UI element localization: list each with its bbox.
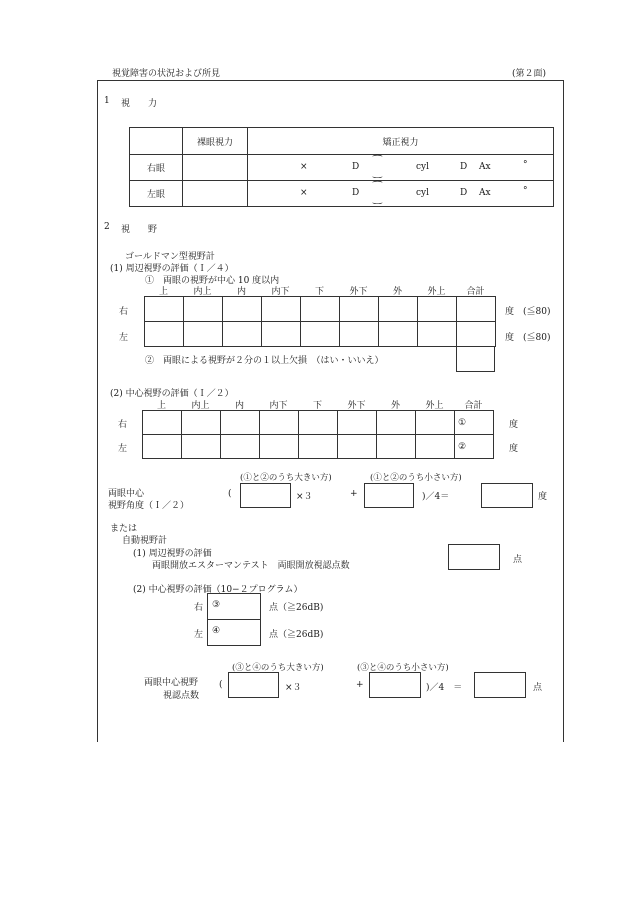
bracket-top: ⁀ — [373, 181, 382, 194]
frame-left-line — [97, 80, 98, 742]
frame-top-line — [97, 80, 564, 81]
col-header: 内上 — [191, 401, 210, 411]
col-header: 内上 — [193, 287, 212, 297]
central-grid — [142, 410, 494, 459]
row-label-right: 右 — [118, 420, 128, 430]
smaller-score-field[interactable] — [369, 672, 421, 698]
bracket-top: ⁀ — [373, 155, 382, 168]
formula-label-1: 両眼中心 — [108, 489, 145, 499]
row-label-left: 左 — [119, 333, 129, 343]
total-cell-1[interactable]: ① — [455, 411, 494, 435]
col-header: 外 — [390, 401, 400, 411]
smaller-value-field[interactable] — [364, 483, 414, 508]
eye-label: 右眼 — [130, 155, 183, 181]
auto-left-field[interactable]: ④ — [207, 619, 261, 646]
grid-cell[interactable] — [299, 435, 338, 459]
diopter-label: D — [352, 188, 360, 198]
grid-cell[interactable] — [418, 322, 457, 347]
unit-degree-limit: 度 (≦80) — [505, 333, 551, 343]
grid-cell[interactable] — [143, 411, 182, 435]
goldmann-label: ゴールドマン型視野計 — [125, 252, 215, 262]
col-header: 外上 — [425, 401, 444, 411]
larger-value-field[interactable] — [240, 483, 291, 508]
grid-cell[interactable] — [416, 411, 455, 435]
auto-right-label: 右 — [194, 603, 204, 613]
acuity-row-right — [130, 155, 554, 181]
bracket-bottom: ⁀ — [373, 165, 382, 178]
grid-cell[interactable] — [301, 322, 340, 347]
total-cell-left[interactable] — [457, 322, 496, 347]
section-number-2: 2 — [104, 222, 110, 232]
col-header: 下 — [312, 401, 322, 411]
formula-label-2: 視野角度（Ｉ／２） — [108, 501, 190, 511]
grid-cell[interactable] — [223, 322, 262, 347]
grid-cell[interactable] — [338, 411, 377, 435]
unit-db: 点（≧26dB) — [269, 603, 324, 613]
open-paren: ( — [228, 489, 232, 499]
grid-cell[interactable] — [418, 297, 457, 322]
smaller-caption: (①と②のうち小さい方) — [370, 473, 462, 483]
col-header: 合計 — [466, 287, 485, 297]
total-cell-2[interactable]: ② — [455, 435, 494, 459]
larger-score-field[interactable] — [228, 672, 279, 698]
col-header: 上 — [156, 401, 166, 411]
axis-label: Ax — [479, 188, 491, 198]
diopter-label: D — [460, 162, 468, 172]
col-header: 内下 — [269, 401, 288, 411]
col-header: 内 — [236, 287, 246, 297]
naked-acuity-left-field[interactable] — [183, 181, 248, 207]
grid-cell[interactable] — [262, 322, 301, 347]
half-loss-field[interactable] — [456, 346, 495, 372]
grid-cell[interactable] — [377, 411, 416, 435]
grid-cell[interactable] — [340, 297, 379, 322]
times-three: ×３ — [285, 683, 302, 693]
grid-cell[interactable] — [377, 435, 416, 459]
auto-peripheral-title: (1) 周辺視野の評価 — [133, 549, 212, 559]
grid-cell[interactable] — [184, 297, 223, 322]
esterman-label: 両眼開放エスターマンテスト 両眼開放視認点数 — [152, 561, 350, 571]
col-header: 内下 — [271, 287, 290, 297]
grid-cell[interactable] — [379, 297, 418, 322]
peripheral-row-left — [145, 322, 496, 347]
open-paren: ( — [219, 680, 223, 690]
esterman-score-field[interactable] — [448, 544, 500, 570]
smaller-caption-2: (③と④のうち小さい方) — [357, 663, 449, 673]
grid-cell[interactable] — [184, 322, 223, 347]
grid-cell[interactable] — [145, 297, 184, 322]
peripheral-sub1: ① 両眼の視野が中心 10 度以内 — [145, 276, 280, 286]
divide-four: )／4 ＝ — [426, 683, 463, 693]
peripheral-sub2: ② 両眼による視野が２分の１以上欠損 （はい・いいえ） — [145, 356, 384, 366]
naked-acuity-right-field[interactable] — [183, 155, 248, 181]
larger-caption-2: (③と④のうち大きい方) — [232, 663, 324, 673]
grid-cell[interactable] — [379, 322, 418, 347]
frame-right-line — [563, 80, 564, 742]
plus-sign: + — [350, 489, 358, 499]
row-label-left: 左 — [118, 444, 128, 454]
formula2-label-1: 両眼中心視野 — [144, 678, 199, 688]
col-header: 外上 — [427, 287, 446, 297]
col-header: 上 — [158, 287, 168, 297]
header-blank-cell — [130, 128, 183, 155]
acuity-row-left — [130, 181, 554, 207]
grid-cell[interactable] — [182, 411, 221, 435]
unit-degree: 度 — [538, 492, 548, 502]
times-sign: × — [300, 162, 308, 172]
diopter-label: D — [352, 162, 360, 172]
divide-four: )／4＝ — [422, 492, 450, 502]
col-header: 合計 — [464, 401, 483, 411]
grid-cell[interactable] — [221, 435, 260, 459]
central-row-left — [143, 435, 494, 459]
grid-cell[interactable] — [299, 411, 338, 435]
unit-db: 点（≧26dB) — [269, 630, 324, 640]
grid-cell[interactable] — [416, 435, 455, 459]
grid-cell[interactable] — [145, 322, 184, 347]
visual-acuity-table — [129, 127, 554, 207]
vision-heading: 視 力 — [121, 99, 158, 109]
unit-degree: 度 — [509, 444, 519, 454]
auto-central-title: (2) 中心視野の評価（10−２プログラム） — [133, 585, 303, 595]
angle-result-field[interactable] — [481, 483, 533, 508]
or-label: または — [110, 524, 138, 534]
grid-cell[interactable] — [301, 297, 340, 322]
larger-caption: (①と②のうち大きい方) — [240, 473, 332, 483]
col-header: 外 — [392, 287, 402, 297]
eye-label: 左眼 — [130, 181, 183, 207]
unit-degree: 度 — [509, 420, 519, 430]
grid-cell[interactable] — [262, 297, 301, 322]
grid-cell[interactable] — [223, 297, 262, 322]
unit-point: 点 — [533, 683, 543, 693]
diopter-label: D — [460, 188, 468, 198]
peripheral-title: (1) 周辺視野の評価（Ｉ／４） — [110, 264, 234, 274]
times-three: ×３ — [296, 492, 313, 502]
unit-degree-limit: 度 (≦80) — [505, 307, 551, 317]
central-title: (2) 中心視野の評価（Ｉ／２） — [110, 389, 234, 399]
axis-label: Ax — [479, 162, 491, 172]
score-result-field[interactable] — [474, 672, 526, 698]
col-header: 外下 — [349, 287, 368, 297]
grid-cell[interactable] — [143, 435, 182, 459]
form-title: 視覚障害の状況および所見 — [112, 69, 221, 79]
unit-point: 点 — [513, 555, 523, 565]
grid-cell[interactable] — [221, 411, 260, 435]
grid-cell[interactable] — [260, 435, 299, 459]
grid-cell[interactable] — [338, 435, 377, 459]
grid-cell[interactable] — [260, 411, 299, 435]
cyl-label: cyl — [416, 162, 430, 172]
grid-cell[interactable] — [182, 435, 221, 459]
times-sign: × — [300, 188, 308, 198]
auto-right-field[interactable]: ③ — [207, 593, 261, 620]
page-number: (第２面) — [512, 69, 547, 79]
total-cell-right[interactable] — [457, 297, 496, 322]
header-naked-acuity: 裸眼視力 — [183, 128, 248, 155]
corrected-acuity-right-field[interactable] — [248, 155, 554, 181]
central-row-right — [143, 411, 494, 435]
header-corrected-acuity: 矯正視力 — [248, 128, 554, 155]
peripheral-row-right — [145, 297, 496, 322]
automated-label: 自動視野計 — [122, 536, 168, 546]
section-number-1: 1 — [104, 96, 110, 106]
cyl-label: cyl — [416, 188, 430, 198]
plus-sign: + — [356, 680, 364, 690]
auto-left-label: 左 — [194, 630, 204, 640]
degree-sign: ° — [523, 160, 528, 170]
col-header: 下 — [314, 287, 324, 297]
col-header: 外下 — [347, 401, 366, 411]
grid-cell[interactable] — [340, 322, 379, 347]
degree-sign: ° — [523, 186, 528, 196]
bracket-bottom: ⁀ — [373, 191, 382, 204]
field-heading: 視 野 — [121, 225, 158, 235]
corrected-acuity-left-field[interactable] — [248, 181, 554, 207]
peripheral-grid — [144, 296, 496, 347]
formula2-label-2: 視認点数 — [163, 691, 200, 701]
row-label-right: 右 — [119, 307, 129, 317]
col-header: 内 — [234, 401, 244, 411]
